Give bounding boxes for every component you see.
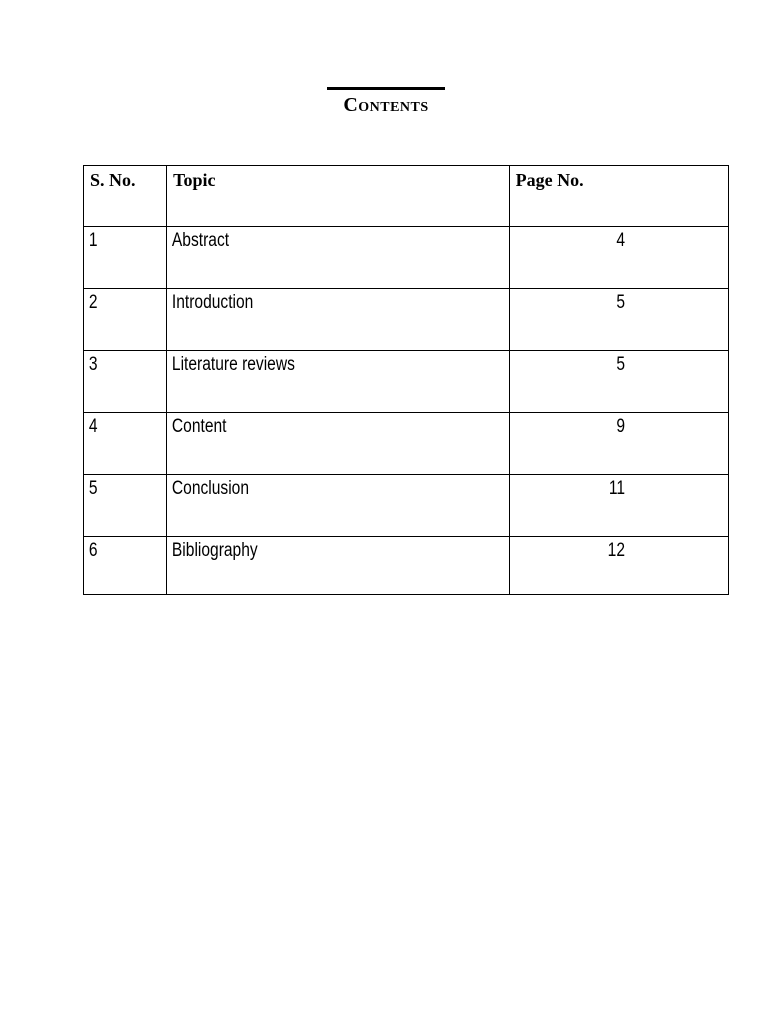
row-page-cell: [509, 351, 728, 413]
row-sno: 1: [88, 230, 98, 251]
row-page-cell: [509, 227, 728, 289]
header-sno: S. No.: [90, 170, 136, 190]
row-sno-cell: [84, 227, 167, 289]
row-topic: Content: [172, 416, 227, 437]
header-cell-page: [509, 166, 728, 227]
header-cell-sno: [84, 166, 167, 227]
row-sno-cell: [84, 475, 167, 537]
row-topic-cell: [167, 351, 510, 413]
page-title-block: [327, 87, 445, 116]
row-topic: Conclusion: [172, 478, 250, 499]
table-header-row: [84, 166, 729, 227]
row-sno: 3: [88, 354, 98, 375]
row-topic-cell: [167, 475, 510, 537]
title-overline: [327, 87, 445, 90]
row-sno-cell: [84, 537, 167, 595]
row-page: 5: [615, 354, 625, 375]
table-row: [84, 475, 729, 537]
row-sno-cell: [84, 289, 167, 351]
table-row: [84, 537, 729, 595]
table-row: [84, 413, 729, 475]
header-page: Page No.: [515, 170, 584, 190]
row-topic-cell: [167, 227, 510, 289]
row-page-cell: [509, 475, 728, 537]
row-page: 5: [615, 292, 625, 313]
row-sno: 5: [88, 478, 98, 499]
row-sno: 2: [88, 292, 98, 313]
row-page: 12: [607, 540, 625, 561]
row-page-cell: [509, 289, 728, 351]
row-topic: Literature reviews: [172, 354, 296, 375]
page-title: Contents: [343, 94, 429, 116]
row-sno: 6: [88, 540, 98, 561]
row-sno-cell: [84, 413, 167, 475]
row-topic-cell: [167, 537, 510, 595]
row-topic: Bibliography: [172, 540, 258, 561]
row-topic-cell: [167, 413, 510, 475]
row-topic-cell: [167, 289, 510, 351]
row-page-cell: [509, 413, 728, 475]
row-page: 11: [608, 478, 625, 499]
row-topic: Introduction: [172, 292, 254, 313]
table-row: [84, 289, 729, 351]
row-sno: 4: [88, 416, 98, 437]
row-sno-cell: [84, 351, 167, 413]
row-page-cell: [509, 537, 728, 595]
row-page: 4: [615, 230, 625, 251]
header-cell-topic: [167, 166, 510, 227]
header-topic: Topic: [173, 170, 216, 190]
table-row: [84, 227, 729, 289]
row-topic: Abstract: [172, 230, 230, 251]
table-row: [84, 351, 729, 413]
contents-table: [83, 165, 729, 595]
row-page: 9: [615, 416, 625, 437]
